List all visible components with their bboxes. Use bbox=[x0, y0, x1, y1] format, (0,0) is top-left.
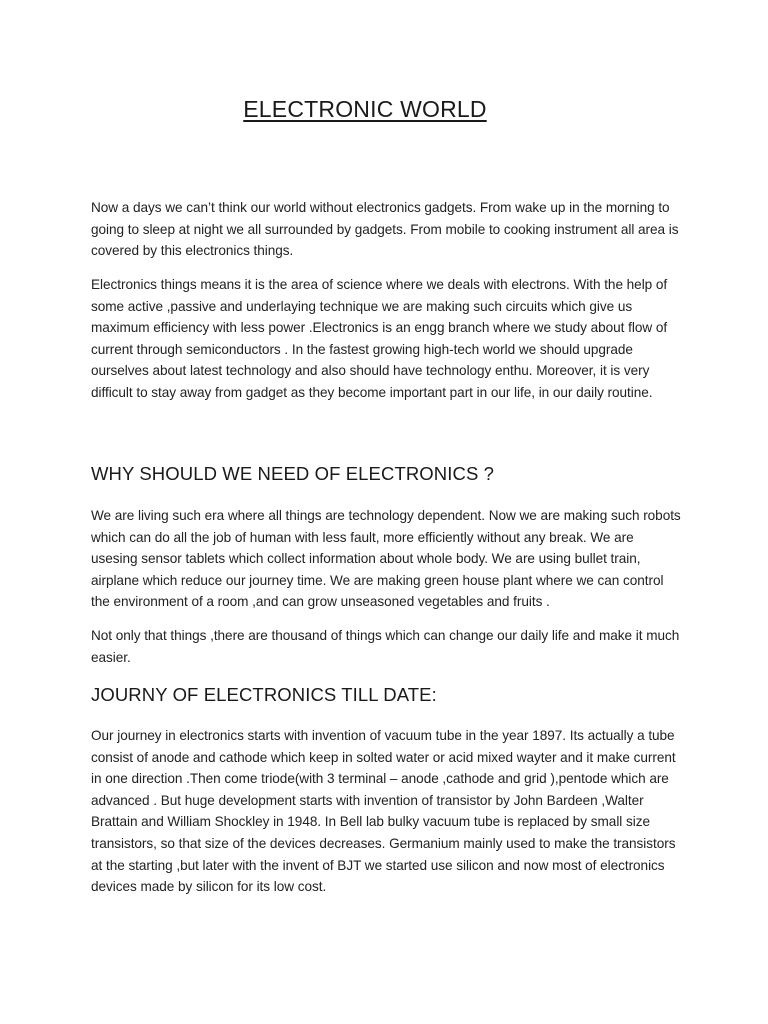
intro-paragraph-2: Electronics things means it is the area of science where we deals with electrons. With the help of some active ,passive and underlaying technique we are making such circuits which give us maximum efficiency with less power .Electronics is an engg branch where we study about flow of current through semiconductors . In the fastest growing high-tech world we should upgrade ourselves about latest technology and also should have technology enthu. Moreover, it is very difficult to stay away from gadget as they become important part in our life, in our daily routine. bbox=[91, 277, 668, 400]
journey-paragraph-1: Our journey in electronics starts with invention of vacuum tube in the year 1897. Its actually a tube consist of anode and cathode which keep in solted water or acid mixed wayter and it make current in one direction .Then come triode(with 3 terminal – anode ,cathode and grid ),pentode which are advanced . But huge development starts with invention of transistor by John Bardeen ,Walter Brattain and William Shockley in 1948. In Bell lab bulky vacuum tube is replaced by small size transistors, so that size of the devices decreases. Germanium mainly used to make the transistors at the starting ,but later with the invent of BJT we started use silicon and now most of electronics devices made by silicon for its low cost. bbox=[91, 728, 676, 895]
section-heading-why: WHY SHOULD WE NEED OF ELECTRONICS ? bbox=[91, 463, 495, 484]
why-paragraph-1: We are living such era where all things are technology dependent. Now we are making such robots which can do all the job of human with less fault, more efficiently without any break. We are usesing sensor tablets which collect information about whole body. We are using bullet train, airplane which reduce our journey time. We are making green house plant where we can control the environment of a room ,and can grow unseasoned vegetables and fruits . bbox=[91, 508, 681, 610]
intro-paragraph-1: Now a days we can’t think our world without electronics gadgets. From wake up in the morning to going to sleep at night we all surrounded by gadgets. From mobile to cooking instrument all area is covered by this electronics things. bbox=[91, 200, 679, 259]
why-paragraph-2: Not only that things ,there are thousand of things which can change our daily life and make it much easier. bbox=[91, 628, 680, 665]
section-heading-journey: JOURNY OF ELECTRONICS TILL DATE: bbox=[91, 684, 437, 705]
document-title: ELECTRONIC WORLD bbox=[243, 96, 487, 122]
